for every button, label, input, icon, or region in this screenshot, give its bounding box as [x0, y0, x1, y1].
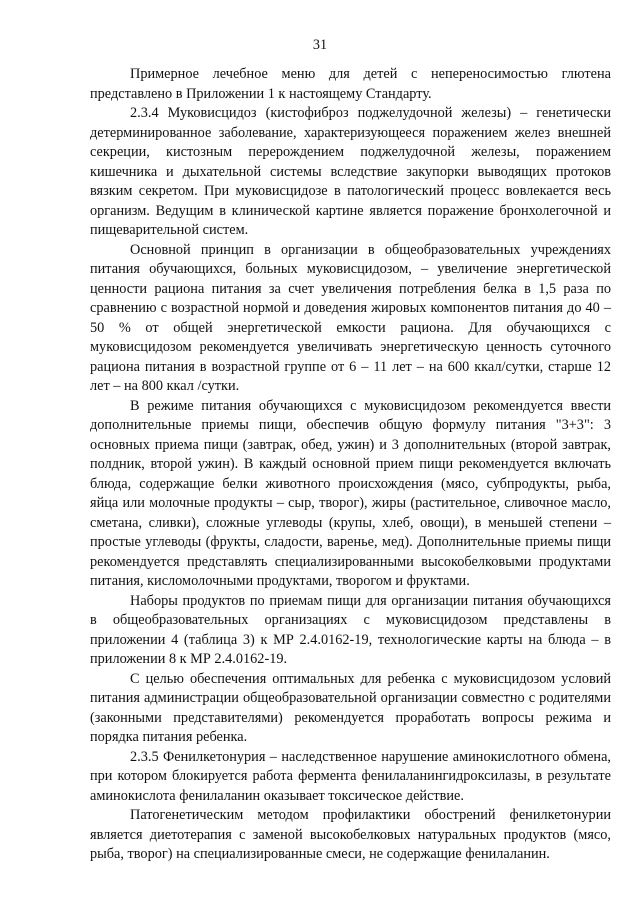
- paragraph-phenylketonuria-definition: 2.3.5 Фенилкетонурия – наследственное нарушение аминокислотного обмена, при котором блокируется работа фермента фенилаланингидроксилазы, в результате аминокислота фенилаланин оказывает токсическое действие.: [90, 748, 611, 804]
- paragraph-gluten-menu: Примерное лечебное меню для детей с непереносимостью глютена представлено в Приложении 1 к настоящему Стандарту.: [90, 66, 611, 102]
- paragraph-product-sets: Наборы продуктов по приемам пищи для организации питания обучающихся в общеобразовательных организациях с муковисцидозом представлены в приложении 4 (таблица 3) к МР 2.4.0162-19, технологические карты на блюда – в приложении 8 к МР 2.4.0162-19.: [90, 592, 611, 667]
- document-body: [90, 65, 611, 865]
- paragraph-cystic-fibrosis-definition: 2.3.4 Муковисцидоз (кистофиброз поджелудочной железы) – генетически детерминированное заболевание, характеризующееся поражением желез внешней секреции, кистозным перерождением поджелудочной железы, поражением кишечника и дыхательной системы вследствие закупорки выводящих протоков вязким секретом. При муковисцидозе в патологический процесс вовлекается весь организм. Ведущим в клинической картине является поражение бронхолегочной и пищеварительной систем.: [90, 105, 611, 238]
- paragraph-parent-cooperation: С целью обеспечения оптимальных для ребенка с муковисцидозом условий питания администрации общеобразовательной организации совместно с родителями (законными представителями) рекомендуется проработать вопросы режима и порядка питания ребенка.: [90, 670, 611, 745]
- paragraph-meal-regime: В режиме питания обучающихся с муковисцидозом рекомендуется ввести дополнительные приемы пищи, обеспечив общую формулу питания "3+3": 3 основных приема пищи (завтрак, обед, ужин) и 3 дополнительных (второй завтрак, полдник, второй ужин). В каждый основной прием пищи рекомендуется включать блюда, содержащие белки животного происхождения (мясо, субпродукты, рыба, яйца или молочные продукты – сыр, творог), жиры (растительное, сливочное масло, сметана, сливки), сложные углеводы (крупы, хлеб, овощи), в меньшей степени – простые углеводы (фрукты, сладости, варенье, мед). Дополнительные приемы пищи рекомендуется представлять специализированными высокобелковыми продуктами питания, кисломолочными продуктами, творогом и фруктами.: [90, 397, 611, 589]
- paragraph-diet-therapy: Патогенетическим методом профилактики обострений фенилкетонурии является диетотерапия с заменой высокобелковых натуральных продуктов (мясо, рыба, творог) на специализированные смеси, не содержащие фенилаланин.: [90, 807, 611, 862]
- page-number: 31: [312, 37, 328, 53]
- paragraph-cystic-fibrosis-energy: Основной принцип в организации в общеобразовательных учреждениях питания обучающихся, больных муковисцидозом, – увеличение энергетической ценности рациона питания за счет увеличения потребления белка в 1,5 раза по сравнению с возрастной нормой и доведения жировых компонентов питания до 40 – 50 % от общей энергетической емкости рациона. Для обучающихся с муковисцидозом рекомендуется увеличивать энергетическую ценность суточного рациона питания в возрастной группе от 6 – 11 лет – на 600 ккал/сутки, старше 12 лет – на 800 ккал /сутки.: [90, 241, 611, 394]
